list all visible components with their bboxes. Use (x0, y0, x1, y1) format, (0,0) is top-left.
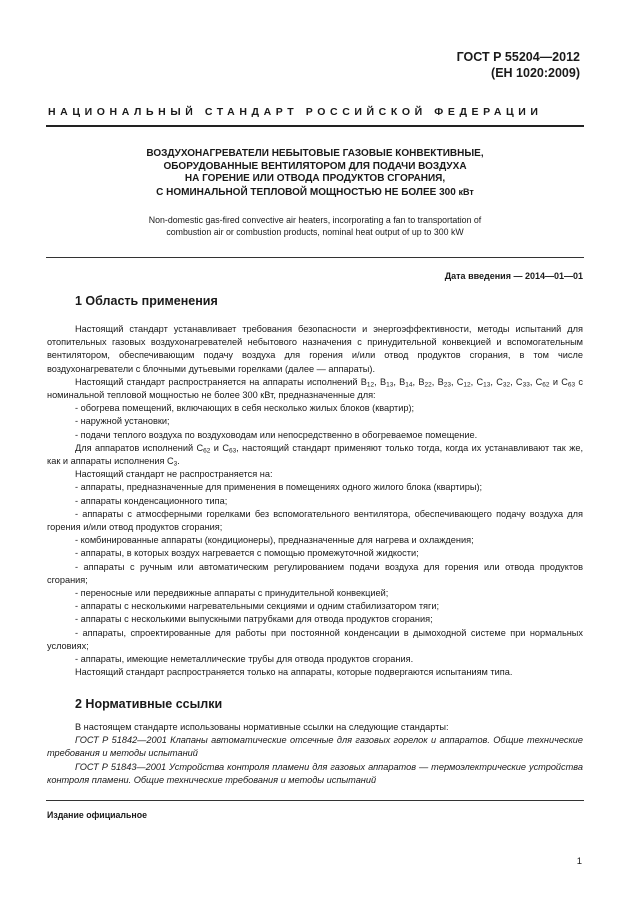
references-intro: В настоящем стандарте использованы нормативные ссылки на следующие стандарты: (75, 722, 449, 732)
scope-list-item: - обогрева помещений, включающих в себя несколько жилых блоков (квартир); (75, 403, 415, 414)
national-standard-banner: НАЦИОНАЛЬНЫЙ СТАНДАРТ РОССИЙСКОЙ ФЕДЕРАЦИИ (48, 106, 543, 118)
scope-list-item: - наружной установки; (75, 416, 170, 427)
section-2-heading: 2 Нормативные ссылки (75, 697, 223, 711)
section-2-body (47, 721, 583, 787)
reference-gost-51843: ГОСТ Р 51843—2001 Устройства контроля пламени для газовых аппаратов — термоэлектрические устройства контроля пламени. Общие технические требования и методы испытаний (47, 761, 583, 785)
scope-paragraph-5: Настоящий стандарт распространяется только на аппараты, которые подвергаются испытаниям типа. (75, 667, 513, 678)
section-1-heading: 1 Область применения (75, 294, 218, 308)
standard-code-gost: ГОСТ Р 55204—2012 (456, 50, 580, 64)
english-title (60, 214, 570, 238)
header-rule (46, 125, 584, 127)
official-edition-label: Издание официальное (47, 810, 147, 820)
standard-code-en: (ЕН 1020:2009) (491, 66, 580, 80)
page-number: 1 (576, 856, 582, 867)
exclusion-list-item: - аппараты с несколькими нагревательными секциями и одним стабилизатором тяги; (75, 601, 440, 612)
document-title (60, 148, 570, 199)
standard-code (457, 49, 580, 81)
exclusion-list-item: - аппараты с ручным или автоматическим регулированием подачи воздуха для горения или отвода продуктов сгорания; (47, 561, 583, 585)
title-line-3: НА ГОРЕНИЕ ИЛИ ОТВОДА ПРОДУКТОВ СГОРАНИЯ, (184, 173, 446, 184)
exclusion-list-item: - комбинированные аппараты (кондиционеры), предназначенные для нагрева и охлаждения; (75, 535, 474, 546)
exclusion-list-item: - аппараты с несколькими выпускными патрубками для отвода продуктов сгорания; (75, 614, 433, 625)
exclusion-list-item: - аппараты, в которых воздух нагревается с помощью промежуточной жидкости; (75, 548, 419, 559)
title-line-4: С НОМИНАЛЬНОЙ ТЕПЛОВОЙ МОЩНОСТЬЮ НЕ БОЛЕЕ 300 кВт (156, 186, 474, 198)
scope-paragraph-1: Настоящий стандарт устанавливает требования безопасности и энергоэффективности, методы испытаний для отопительных газовых воздухонагревателей небытового назначения с принудительной конвекцией и вспомогательным вентилятором, обеспечивающим подачу воздуха для горения и/или отвод продуктов сгорания, в том числе воздухонагреватели с блочными дутьевыми горелками (далее — аппараты). (47, 324, 583, 374)
english-title-line-2: combustion air or combustion products, nominal heat output of up to 300 kW (166, 227, 464, 237)
english-title-line-1: Non-domestic gas-fired convective air heaters, incorporating a fan to transportation of (148, 215, 482, 225)
scope-paragraph-3: Для аппаратов исполнений $С_{62}$ и $С_{63}$, настоящий стандарт применяют только тогда, когда их устанавливают так же, как и аппараты исполнения $С_3$. (47, 442, 584, 468)
title-rule (46, 257, 584, 258)
footer-rule (46, 800, 584, 801)
title-line-1: ВОЗДУХОНАГРЕВАТЕЛИ НЕБЫТОВЫЕ ГАЗОВЫЕ КОНВЕКТИВНЫЕ, (146, 148, 484, 159)
scope-paragraph-2: Настоящий стандарт распространяется на аппараты исполнений $В_{12}$, $В_{13}$, $В_{14}$, $В_{22}$, $В_{23}$, $С_{12}$, $С_{13}$, $С_{32}$, $С_{33}$, $С_{62}$ и $С_{63}$ с номинальной тепловой мощностью не более 300 кВт, предназначенные для: (47, 376, 583, 401)
scope-paragraph-4: Настоящий стандарт не распространяется на: (75, 469, 273, 480)
exclusion-list-item: - аппараты, имеющие неметаллические трубы для отвода продуктов сгорания. (75, 654, 414, 665)
introduction-date: Дата введения — 2014—01—01 (444, 271, 583, 281)
exclusion-list-item: - аппараты с атмосферными горелками без вспомогательного вентилятора, обеспечивающего подачу воздуха для горения и/или отвод продуктов сгорания; (47, 508, 583, 533)
exclusion-list-item: - аппараты, спроектированные для работы при постоянной конденсации в дымоходной системе при нормальных условиях; (47, 627, 583, 651)
title-line-2: ОБОРУДОВАННЫЕ ВЕНТИЛЯТОРОМ ДЛЯ ПОДАЧИ ВОЗДУХА (163, 160, 467, 172)
reference-gost-51842: ГОСТ Р 51842—2001 Клапаны автоматические отсечные для газовых горелок и аппаратов. Общие технические требования и методы испытаний (47, 735, 583, 759)
exclusion-list-item: - аппараты конденсационного типа; (75, 495, 228, 506)
exclusion-list-item: - переносные или передвижные аппараты с принудительной конвекцией; (75, 588, 389, 599)
section-1-body (47, 323, 583, 679)
exclusion-list-item: - аппараты, предназначенные для применения в помещениях одного жилого блока (квартиры); (75, 482, 483, 493)
scope-list-item: - подачи теплого воздуха по воздуховодам или непосредственно в обогреваемое помещение. (75, 429, 478, 440)
